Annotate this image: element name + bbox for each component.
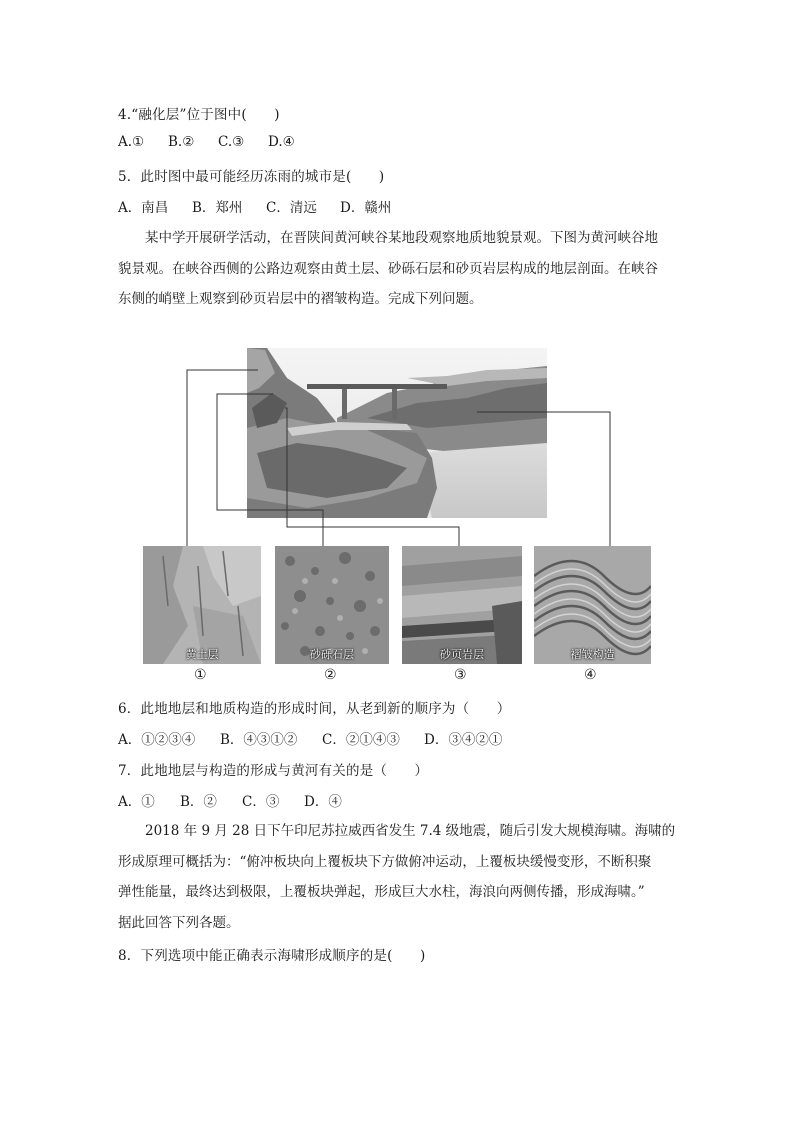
option-b: B.② xyxy=(168,134,195,150)
option-d: D．④ xyxy=(304,794,342,810)
option-a: A.① xyxy=(118,134,145,150)
photo-label-gravel: 砂砾石层 xyxy=(310,648,354,661)
figure-number-4: ④ xyxy=(584,667,597,683)
option-c: C．清远 xyxy=(266,200,317,216)
question-7-stem: 7．此地地层与构造的形成与黄河有关的是（ ） xyxy=(118,763,429,779)
passage-line: 弹性能量，最终达到极限，上覆板块弹起，形成巨大水柱，海浪向两侧传播，形成海啸。” xyxy=(118,884,645,900)
passage-line: 据此回答下列各题。 xyxy=(118,914,240,931)
option-d: D．③④②① xyxy=(424,732,503,748)
passage-line: 东侧的峭壁上观察到砂页岩层中的褶皱构造。完成下列问题。 xyxy=(118,291,483,307)
sandstone-shale-photo xyxy=(402,546,522,664)
option-b: B．④③①② xyxy=(220,732,298,748)
passage-line: 貌景观。在峡谷西侧的公路边观察由黄土层、砂砾石层和砂页岩层构成的地层剖面。在峡谷 xyxy=(118,260,658,277)
option-c: C．③ xyxy=(242,794,280,810)
question-4-stem: 4.“融化层”位于图中( ) xyxy=(118,107,280,123)
passage-line: 形成原理可概括为：“俯冲板块向上覆板块下方做俯冲运动，上覆板块缓慢变形，不断积聚 xyxy=(118,853,652,870)
passage-line: 某中学开展研学活动，在晋陕间黄河峡谷某地段观察地质地貌景观。下图为黄河峡谷地 xyxy=(145,230,658,246)
option-a: A．① xyxy=(118,794,155,810)
option-d: D.④ xyxy=(268,134,295,150)
photo-label-fold: 褶皱构造 xyxy=(570,648,615,661)
loess-layer-photo xyxy=(143,546,261,664)
question-7-options xyxy=(118,790,366,810)
question-5-stem: 5．此时图中最可能经历冻雨的城市是( ) xyxy=(118,169,385,185)
option-b: B．② xyxy=(180,794,217,810)
figure-number-2: ② xyxy=(324,667,337,683)
option-a: A．南昌 xyxy=(118,200,169,216)
option-d: D．赣州 xyxy=(340,200,392,216)
question-8-stem: 8．下列选项中能正确表示海啸形成顺序的是( ) xyxy=(118,948,426,964)
option-c: C．②①④③ xyxy=(322,732,400,748)
option-a: A．①②③④ xyxy=(118,732,196,748)
photo-label-sandstone-shale: 砂页岩层 xyxy=(440,648,484,661)
question-6-options xyxy=(118,728,526,748)
question-6-stem: 6．此地地层和地质构造的形成时间，从老到新的顺序为（ ） xyxy=(118,701,511,717)
photo-label-loess: 黄土层 xyxy=(185,648,219,661)
reading-passage-2 xyxy=(118,816,678,938)
figure-number-1: ① xyxy=(194,667,207,683)
gravel-layer-photo xyxy=(275,546,389,664)
option-c: C.③ xyxy=(218,134,245,150)
option-b: B．郑州 xyxy=(192,200,243,216)
figure-number-3: ③ xyxy=(454,667,467,683)
fold-structure-photo xyxy=(534,546,651,664)
passage-line: 2018 年 9 月 28 日下午印尼苏拉威西省发生 7.4 级地震，随后引发大规模海啸。海啸的 xyxy=(145,823,676,839)
